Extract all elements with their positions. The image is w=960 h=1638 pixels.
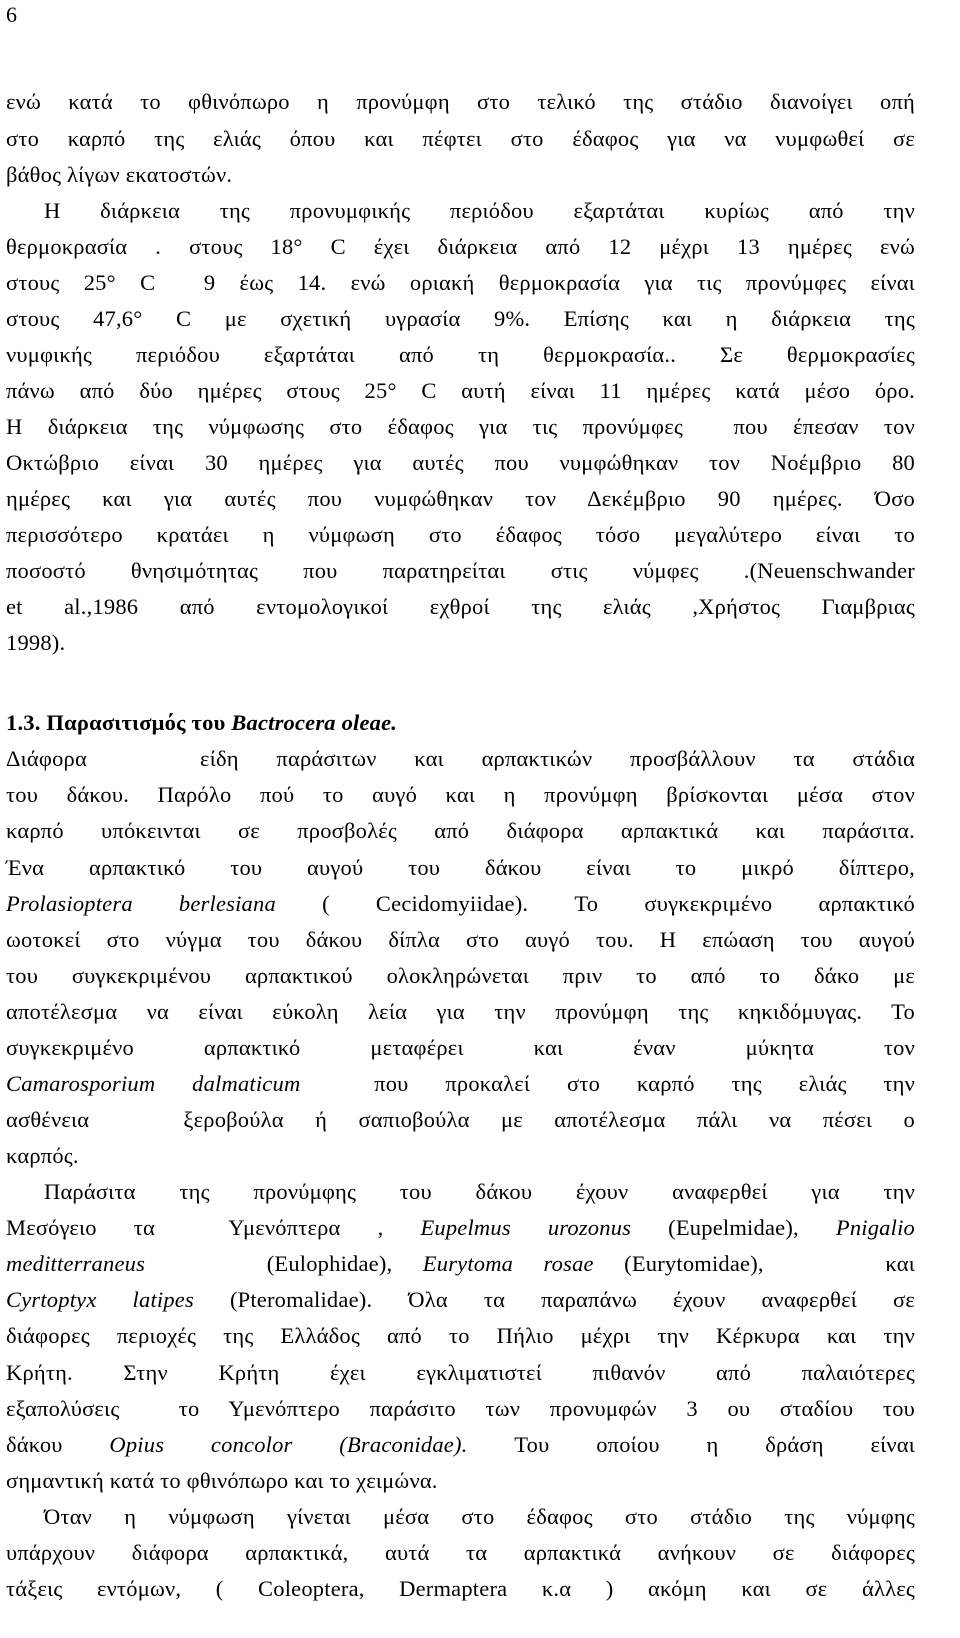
text-line xyxy=(6,1105,915,1137)
text-run: υπάρχουν διάφορα αρπακτικά, αυτά τα αρπακτικά ανήκουν σε διάφορες xyxy=(6,1540,915,1565)
text-run: Ένα αρπακτικό του αυγού του δάκου είναι το μικρό δίπτερο, xyxy=(6,855,915,880)
text-run: Camarosporium dalmaticum xyxy=(6,1071,301,1096)
text-line xyxy=(6,268,915,300)
text-run: θερμοκρασία . στους 18° C έχει διάρκεια από 12 μέχρι 13 ημέρες ενώ xyxy=(6,234,915,259)
text-run: νυμφικής περιόδου εξαρτάται από τη θερμοκρασία.. Σε θερμοκρασίες xyxy=(6,342,915,367)
text-run: Οκτώβριο είναι 30 ημέρες για αυτές που νυμφώθηκαν τον Νοέμβριο 80 xyxy=(6,450,915,475)
text-run: αποτέλεσμα να είναι εύκολη λεία για την προνύμφη της κηκιδόμυγας. Το xyxy=(6,999,915,1024)
text-run: 1998). xyxy=(6,630,66,655)
text-line xyxy=(6,376,915,408)
text-run: 1.3. Παρασιτισμός του xyxy=(6,710,232,735)
text-line xyxy=(6,520,915,552)
text-line xyxy=(6,1213,915,1245)
text-line xyxy=(6,1141,915,1173)
text-run: meditterraneus xyxy=(6,1251,146,1276)
text-run: Κρήτη. Στην Κρήτη έχει εγκλιματιστεί πιθανόν από παλαιότερες xyxy=(6,1360,915,1385)
text-run: τάξεις εντόμων, ( Coleoptera, Dermaptera κ.α ) ακόμη και σε άλλες xyxy=(6,1576,915,1601)
text-run: et al.,1986 από εντομολογικοί εχθροί της ελιάς ,Χρήστος Γιαμβριας xyxy=(6,594,915,619)
text-line xyxy=(6,1430,915,1462)
text-run: καρπός. xyxy=(6,1143,79,1168)
text-line xyxy=(6,925,915,957)
page-number: 6 xyxy=(6,2,17,27)
text-line xyxy=(6,124,915,156)
text-line xyxy=(6,744,915,776)
text-run: (Eulophidae), xyxy=(145,1251,423,1276)
text-run: Μεσόγειο τα Υμενόπτερα , xyxy=(6,1215,421,1240)
text-run: του δάκου. Παρόλο πού το αυγό και η προνύμφη βρίσκονται μέσα στον xyxy=(6,782,915,807)
text-line xyxy=(44,1177,915,1209)
text-line xyxy=(6,1069,915,1101)
text-line xyxy=(6,556,915,588)
text-run: περισσότερο κρατάει η νύμφωση στο έδαφος τόσο μεγαλύτερο είναι το xyxy=(6,522,915,547)
text-line xyxy=(6,592,915,624)
text-run: ωοτοκεί στο νύγμα του δάκου δίπλα στο αυγό του. Η επώαση του αυγού xyxy=(6,927,915,952)
text-run: στο καρπό της ελιάς όπου και πέφτει στο έδαφος για να νυμφωθεί σε xyxy=(6,126,915,151)
text-line xyxy=(44,1502,915,1534)
text-line xyxy=(6,853,915,885)
text-run: Η διάρκεια της νύμφωσης στο έδαφος για τις προνύμφες που έπεσαν τον xyxy=(6,414,915,439)
text-line xyxy=(6,997,915,1029)
text-line xyxy=(6,1321,915,1353)
text-run: ημέρες και για αυτές που νυμφώθηκαν τον Δεκέμβριο 90 ημέρες. Όσο xyxy=(6,486,915,511)
text-run: πάνω από δύο ημέρες στους 25° C αυτή είναι 11 ημέρες κατά μέσο όρο. xyxy=(6,378,915,403)
text-run: Του οποίου η δράση είναι xyxy=(467,1432,916,1457)
text-run: συγκεκριμένο αρπακτικό μεταφέρει και έναν μύκητα τον xyxy=(6,1035,915,1060)
text-line xyxy=(6,87,915,119)
text-run: Όταν η νύμφωση γίνεται μέσα στο έδαφος στο στάδιο της νύμφης xyxy=(44,1504,915,1529)
text-line xyxy=(6,448,915,480)
text-run: (Eupelmidae), xyxy=(631,1215,836,1240)
text-run: δάκου xyxy=(6,1432,110,1457)
text-run: βάθος λίγων εκατοστών. xyxy=(6,162,233,187)
text-run: Παράσιτα της προνύμφης του δάκου έχουν αναφερθεί για την xyxy=(44,1179,915,1204)
text-line xyxy=(6,1466,915,1498)
text-line xyxy=(6,1285,915,1317)
text-run: Prolasioptera berlesiana xyxy=(6,891,276,916)
text-run: στους 25° C 9 έως 14. ενώ οριακή θερμοκρασία για τις προνύμφες είναι xyxy=(6,270,915,295)
text-line xyxy=(6,340,915,372)
text-run: εξαπολύσεις το Υμενόπτερο παράσιτο των προνυμφών 3 ου σταδίου του xyxy=(6,1396,915,1421)
text-run: σημαντική κατά το φθινόπωρο και το χειμώνα. xyxy=(6,1468,438,1493)
text-run: καρπό υπόκεινται σε προσβολές από διάφορα αρπακτικά και παράσιτα. xyxy=(6,818,915,843)
text-run: του συγκεκριμένου αρπακτικού ολοκληρώνεται πριν το από το δάκο με xyxy=(6,963,915,988)
text-run: Pnigalio xyxy=(835,1215,915,1240)
text-run: (Pteromalidae). Όλα τα παραπάνω έχουν αναφερθεί σε xyxy=(193,1287,915,1312)
text-line xyxy=(6,1033,915,1065)
text-line xyxy=(6,412,915,444)
text-run: Cyrtoptyx latipes xyxy=(6,1287,194,1312)
text-line xyxy=(6,1574,915,1606)
text-run: ασθένεια ξεροβούλα ή σαπιοβούλα με αποτέλεσμα πάλι να πέσει ο xyxy=(6,1107,915,1132)
text-run: (Eurytomidae), και xyxy=(593,1251,915,1276)
text-run: Bactrocera oleae. xyxy=(231,710,398,735)
text-run: Η διάρκεια της προνυμφικής περιόδου εξαρτάται κυρίως από την xyxy=(44,198,915,223)
text-line xyxy=(6,1249,915,1281)
text-run: Opius concolor (Braconidae). xyxy=(109,1432,468,1457)
text-line xyxy=(44,196,915,228)
text-line xyxy=(6,1538,915,1570)
text-line xyxy=(6,232,915,264)
text-line xyxy=(6,1358,915,1390)
text-line xyxy=(6,160,915,192)
text-line xyxy=(6,628,915,660)
text-run: ποσοστό θνησιμότητας που παρατηρείται στις νύμφες .(Neuenschwander xyxy=(6,558,915,583)
text-line xyxy=(6,484,915,516)
section-heading xyxy=(6,708,915,740)
text-line xyxy=(6,1394,915,1426)
text-line xyxy=(6,961,915,993)
text-line xyxy=(6,304,915,336)
text-line xyxy=(6,780,915,812)
text-run: ( Cecidomyiidae). Το συγκεκριμένο αρπακτικό xyxy=(275,891,915,916)
text-run: ενώ κατά το φθινόπωρο η προνύμφη στο τελικό της στάδιο διανοίγει οπή xyxy=(6,89,915,114)
text-run: Διάφορα είδη παράσιτων και αρπακτικών προσβάλλουν τα στάδια xyxy=(6,746,915,771)
text-run: που προκαλεί στο καρπό της ελιάς την xyxy=(300,1071,916,1096)
text-run: Eurytoma rosae xyxy=(422,1251,594,1276)
text-run: στους 47,6° C με σχετική υγρασία 9%. Επίσης και η διάρκεια της xyxy=(6,306,915,331)
text-run: διάφορες περιοχές της Ελλάδος από το Πήλιο μέχρι την Κέρκυρα και την xyxy=(6,1323,915,1348)
text-line xyxy=(6,816,915,848)
text-run: Eupelmus urozonus xyxy=(420,1215,632,1240)
text-line xyxy=(6,889,915,921)
